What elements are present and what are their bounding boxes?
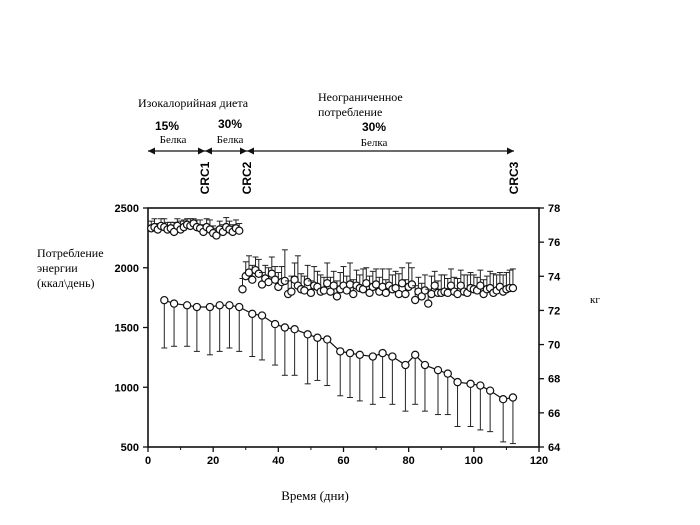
phase-arrow-head-right bbox=[507, 148, 514, 155]
y-left-axis-label bbox=[37, 246, 107, 290]
series-energy-intake bbox=[148, 218, 517, 308]
weight-data-point bbox=[249, 310, 256, 317]
y-right-axis-label: кг bbox=[590, 294, 600, 306]
weight-data-point bbox=[170, 300, 177, 307]
energy-data-point bbox=[333, 293, 340, 300]
y-left-label-line-2: энергии bbox=[37, 261, 78, 275]
x-tick-label: 60 bbox=[337, 455, 350, 467]
phase-arrow-head-left bbox=[205, 148, 212, 155]
weight-data-point bbox=[500, 396, 507, 403]
weight-data-point bbox=[161, 297, 168, 304]
weight-data-point bbox=[291, 326, 298, 333]
weight-data-point bbox=[337, 348, 344, 355]
weight-data-point bbox=[379, 350, 386, 357]
weight-data-point bbox=[467, 380, 474, 387]
phase-arrow-head-right bbox=[198, 148, 205, 155]
weight-data-point bbox=[184, 302, 191, 309]
x-tick-label: 40 bbox=[272, 455, 285, 467]
x-tick-label: 80 bbox=[402, 455, 415, 467]
weight-data-point bbox=[412, 351, 419, 358]
energy-data-point bbox=[255, 270, 262, 277]
x-axis-label: Время (дни) bbox=[281, 488, 349, 503]
y-left-axis-ticks bbox=[115, 203, 148, 454]
energy-data-point bbox=[402, 290, 409, 297]
weight-data-point bbox=[271, 320, 278, 327]
weight-data-point bbox=[421, 361, 428, 368]
energy-data-point bbox=[236, 227, 243, 234]
phase-protein-percent: 30% bbox=[361, 120, 387, 134]
weight-data-point bbox=[346, 350, 353, 357]
phase-marker-label: CRC3 bbox=[507, 161, 521, 195]
energy-data-point bbox=[288, 288, 295, 295]
y-right-tick-label: 70 bbox=[548, 339, 561, 352]
y-right-tick-label: 64 bbox=[548, 442, 561, 454]
weight-data-point bbox=[477, 382, 484, 389]
unrestricted-label-line-1: Неограниченное bbox=[318, 90, 403, 104]
weight-data-point bbox=[236, 303, 243, 310]
diet-phase-annotations bbox=[148, 117, 521, 194]
y-left-label-line-3: (ккал\день) bbox=[37, 276, 95, 290]
x-tick-label: 100 bbox=[464, 455, 484, 467]
y-left-label-line-1: Потребление bbox=[37, 246, 104, 260]
series-body-weight bbox=[161, 297, 517, 444]
x-tick-label: 120 bbox=[529, 455, 549, 467]
y-left-tick-label: 1000 bbox=[114, 382, 139, 395]
energy-data-point bbox=[350, 290, 357, 297]
weight-data-point bbox=[454, 379, 461, 386]
y-right-tick-label: 72 bbox=[548, 305, 561, 318]
y-left-tick-label: 2000 bbox=[114, 262, 139, 275]
weight-data-point bbox=[356, 351, 363, 358]
weight-data-point bbox=[402, 361, 409, 368]
energy-data-point bbox=[239, 286, 246, 293]
unrestricted-label-line-2: потребление bbox=[318, 105, 383, 119]
y-right-tick-label: 66 bbox=[548, 407, 561, 420]
weight-data-point bbox=[369, 353, 376, 360]
y-right-tick-label: 68 bbox=[548, 373, 561, 386]
y-left-tick-label: 2500 bbox=[114, 203, 139, 215]
weight-data-point bbox=[304, 331, 311, 338]
weight-data-point bbox=[487, 387, 494, 394]
weight-data-point bbox=[314, 334, 321, 341]
weight-data-point bbox=[444, 370, 451, 377]
energy-data-point bbox=[307, 289, 314, 296]
isocaloric-diet-label: Изокалорийная диета bbox=[138, 96, 249, 110]
energy-data-point bbox=[509, 284, 516, 291]
y-right-tick-label: 78 bbox=[548, 203, 561, 215]
phase-marker-label: CRC1 bbox=[198, 161, 212, 195]
y-right-axis-ticks bbox=[539, 203, 561, 454]
y-right-tick-label: 74 bbox=[548, 271, 561, 284]
energy-data-point bbox=[408, 281, 415, 288]
x-tick-label: 0 bbox=[144, 455, 152, 467]
weight-data-point bbox=[281, 324, 288, 331]
weight-data-point bbox=[226, 302, 233, 309]
weight-data-point bbox=[389, 353, 396, 360]
weight-data-point bbox=[206, 303, 213, 310]
weight-data-point bbox=[434, 367, 441, 374]
weight-data-point bbox=[324, 336, 331, 343]
weight-data-point bbox=[216, 302, 223, 309]
y-right-tick-label: 76 bbox=[548, 237, 561, 250]
phase-arrow-head-left bbox=[148, 148, 155, 155]
phase-arrow-head-left bbox=[247, 148, 254, 155]
weight-data-point bbox=[193, 303, 200, 310]
phase-protein-label: Белка bbox=[159, 134, 187, 146]
phase-arrow-head-right bbox=[240, 148, 247, 155]
phase-protein-label: Белка bbox=[360, 137, 388, 149]
y-left-tick-label: 500 bbox=[120, 442, 139, 454]
unrestricted-intake-label bbox=[318, 90, 406, 119]
phase-marker-label: CRC2 bbox=[240, 161, 254, 195]
phase-protein-label: Белка bbox=[216, 134, 244, 146]
phase-protein-percent: 30% bbox=[217, 117, 243, 131]
weight-data-point bbox=[258, 312, 265, 319]
x-tick-label: 20 bbox=[207, 455, 220, 467]
x-axis-ticks bbox=[145, 447, 548, 467]
weight-data-point bbox=[509, 394, 516, 401]
energy-data-point bbox=[425, 300, 432, 307]
energy-data-point bbox=[249, 276, 256, 283]
y-left-tick-label: 1500 bbox=[114, 322, 139, 335]
energy-data-point bbox=[431, 282, 438, 289]
phase-protein-percent: 15% bbox=[154, 119, 180, 133]
